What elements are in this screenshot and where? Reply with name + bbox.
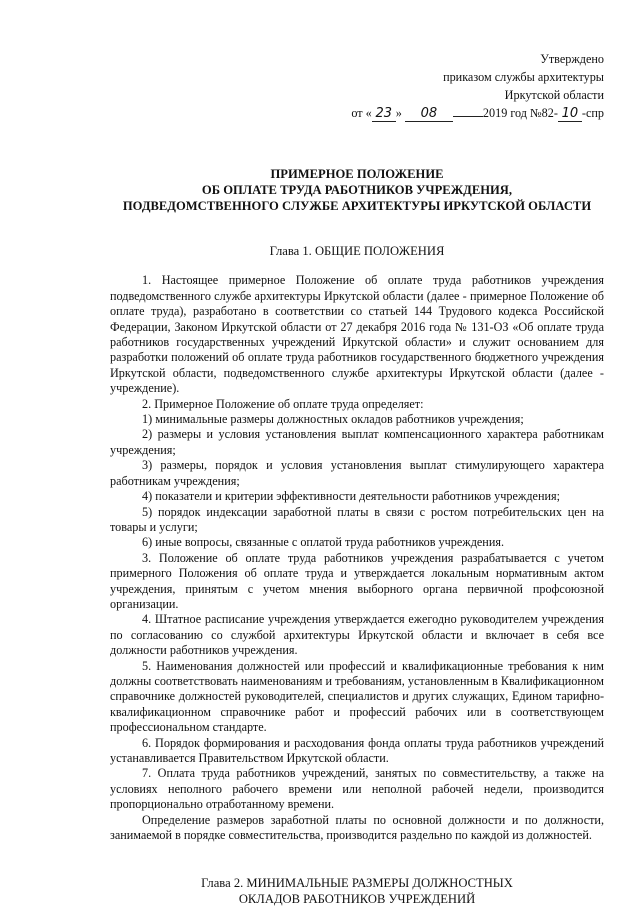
chapter2-line1: Глава 2. МИНИМАЛЬНЫЕ РАЗМЕРЫ ДОЛЖНОСТНЫХ — [201, 876, 513, 891]
body-text — [110, 273, 604, 843]
approval-day-close: » — [395, 106, 402, 120]
approval-month-underline — [453, 116, 483, 117]
list-item-3: 3) размеры, порядок и условия установления выплат стимулирующего характера работникам учреждения; — [110, 458, 604, 488]
title-line1: ПРИМЕРНОЕ ПОЛОЖЕНИЕ — [270, 167, 444, 181]
list-item-5: 5) порядок индексации заработной платы в связи с ростом потребительских цен на товары и услуги; — [110, 504, 604, 534]
paragraph-3: 3. Положение об оплате труда работников учреждения разрабатывается с учетом примерного Положения об оплате труда и утверждается локальным нормативным актом учреждения, принятым с учетом мнения выборного органа первичной профсоюзной организации. — [110, 550, 604, 611]
paragraph-2: 2. Примерное Положение об оплате труда определяет: — [142, 396, 424, 411]
paragraph-7: 7. Оплата труда работников учреждений, занятых по совместительству, а также на условиях неполного рабочего времени или неполной рабочей недели, производится пропорционально отработанному времени. — [110, 766, 604, 812]
approval-month: 08 — [405, 106, 453, 122]
approval-year: 2019 год №82- — [482, 106, 558, 120]
chapter2-line2: ОКЛАДОВ РАБОТНИКОВ УЧРЕЖДЕНИЙ — [238, 892, 476, 907]
paragraph-7-continuation: Определение размеров заработной платы по основной должности и по должности, занимаемой в порядке совместительства, производится раздельно по каждой из должностей. — [110, 812, 604, 843]
approval-from: от « — [351, 106, 372, 120]
list-item-6: 6) иные вопросы, связанные с оплатой труда работников учреждения. — [142, 535, 505, 550]
list-item-4: 4) показатели и критерии эффективности деятельности работников учреждения; — [142, 489, 560, 504]
approval-line1: Утверждено — [540, 52, 604, 66]
approval-suffix: -спр — [581, 106, 604, 120]
document-title — [110, 166, 604, 214]
approval-line2: приказом службы архитектуры — [443, 70, 604, 84]
title-line3: ПОДВЕДОМСТВЕННОГО СЛУЖБЕ АРХИТЕКТУРЫ ИРКУТСКОЙ ОБЛАСТИ — [122, 199, 592, 213]
approval-block — [110, 50, 604, 122]
chapter1-heading: Глава 1. ОБЩИЕ ПОЛОЖЕНИЯ — [269, 244, 445, 258]
title-line2: ОБ ОПЛАТЕ ТРУДА РАБОТНИКОВ УЧРЕЖДЕНИЯ, — [201, 183, 513, 197]
approval-line3: Иркутской области — [504, 88, 604, 102]
list-item-2: 2) размеры и условия установления выплат компенсационного характера работникам учреждения; — [110, 427, 604, 457]
approval-number: 10 — [558, 107, 582, 122]
paragraph-6: 6. Порядок формирования и расходования фонда оплаты труда работников учреждений устанавливается Правительством Иркутской области. — [110, 735, 604, 765]
paragraph-1: 1. Настоящее примерное Положение об оплате труда работников учреждения подведомственного службе архитектуры Иркутской области (далее - примерное Положение об оплате труда), разработано в соответствии со статьей 144 Трудового кодекса Российской Федерации, Законом Иркутской области от 27 декабря 2016 года № 131-ОЗ «Об оплате труда работников государственных учреждений Иркутской области» и служит основанием для разработки положений об оплате труда работников государственного бюджетного учреждения Иркутской области, подведомственного службе архитектуры Иркутской области (далее - учреждение). — [110, 273, 604, 396]
paragraph-5: 5. Наименования должностей или профессий и квалификационные требования к ним должны соответствовать наименованиям и требованиям, установленным в Квалификационном справочнике должностей руководителей, специалистов и других служащих, Едином тарифно-квалификационном справочнике работ и профессий рабочих или в соответствующем профессиональном стандарте. — [110, 658, 604, 735]
paragraph-4: 4. Штатное расписание учреждения утверждается ежегодно руководителем учреждения по согласованию со службой архитектуры Иркутской области и включает в себя все должности работников учреждения. — [110, 612, 604, 658]
list-item-1: 1) минимальные размеры должностных окладов работников учреждения; — [142, 412, 524, 427]
chapter2-heading — [110, 875, 604, 907]
approval-date-line — [110, 104, 604, 122]
approval-day: 23 — [372, 107, 396, 122]
